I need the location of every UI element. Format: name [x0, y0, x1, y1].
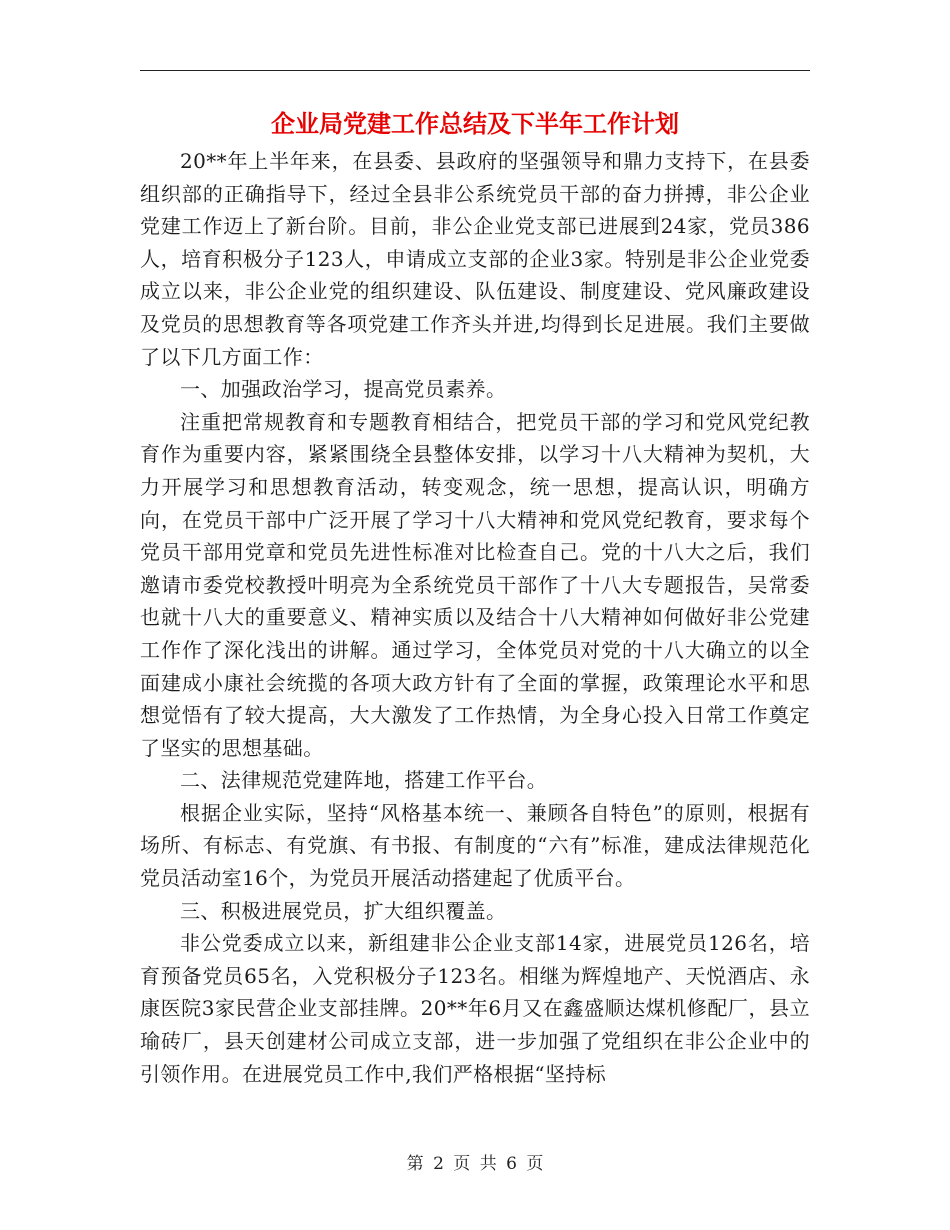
header-rule: [140, 70, 810, 71]
section-heading-3: 三、积极进展党员，扩大组织覆盖。: [180, 898, 507, 923]
section-heading-2: 二、法律规范党建阵地，搭建工作平台。: [180, 768, 548, 793]
paragraph-section-3: 非公党委成立以来，新组建非公企业支部14家，进展党员126名，培育预备党员65名，入党积极分子123名。相继为辉煌地产、天悦酒店、永康医院3家民营企业支部挂牌。20**年6月又在鑫盛顺达煤机修配厂，县立瑜砖厂，县天创建材公司成立支部，进一步加强了党组织在非公企业中的引领作用。在进展党员工作中,我们严格根据“坚持标: [140, 931, 810, 1086]
page-number: 第 2 页 共 6 页: [406, 1154, 544, 1174]
document-body: [140, 145, 810, 1090]
paragraph-section-2: 根据企业实际，坚持“风格基本统一、兼顾各自特色”的原则，根据有场所、有标志、有党旗、有书报、有制度的“六有”标准，建成法律规范化党员活动室16个，为党员开展活动搭建起了优质平台。: [140, 800, 810, 891]
paragraph-section-1: 注重把常规教育和专题教育相结合，把党员干部的学习和党风党纪教育作为重要内容，紧紧围绕全县整体安排，以学习十八大精神为契机，大力开展学习和思想教育活动，转变观念，统一思想，提高认识，明确方向，在党员干部中广泛开展了学习十八大精神和党风党纪教育，要求每个党员干部用党章和党员先进性标准对比检查自己。党的十八大之后，我们邀请市委党校教授叶明亮为全系统党员干部作了十八大专题报告，吴常委也就十八大的重要意义、精神实质以及结合十八大精神如何做好非公党建工作作了深化浅出的讲解。通过学习，全体党员对党的十八大确立的以全面建成小康社会统揽的各项大政方针有了全面的掌握，政策理论水平和思想觉悟有了较大提高，大大激发了工作热情，为全身心投入日常工作奠定了坚实的思想基础。: [140, 409, 810, 760]
paragraph-intro: 20**年上半年来，在县委、县政府的坚强领导和鼎力支持下，在县委组织部的正确指导下，经过全县非公系统党员干部的奋力拼搏，非公企业党建工作迈上了新台阶。目前，非公企业党支部已进展到24家，党员386人，培育积极分子123人，申请成立支部的企业3家。特别是非公企业党委成立以来，非公企业党的组织建设、队伍建设、制度建设、党风廉政建设及党员的思想教育等各项党建工作齐头并进,均得到长足进展。我们主要做了以下几方面工作：: [140, 149, 810, 369]
section-heading-1: 一、加强政治学习，提高党员素养。: [180, 377, 507, 402]
page-title: 企业局党建工作总结及下半年工作计划: [271, 110, 679, 138]
